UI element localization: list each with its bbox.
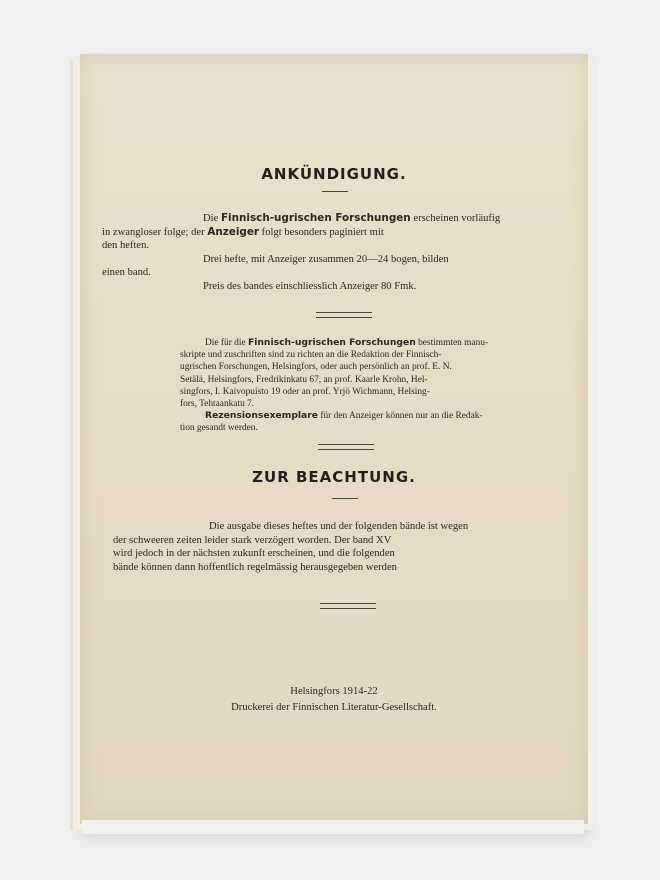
text-fragment: erscheinen vorläufig bbox=[410, 213, 501, 224]
text-line: ugrischen Forschungen, Helsingfors, oder auch persönlich an prof. E. N. bbox=[180, 362, 452, 373]
page-block-bottom bbox=[82, 820, 584, 834]
text-fragment: Die für die bbox=[205, 338, 248, 348]
short-rule bbox=[332, 498, 358, 499]
text-fragment: Die bbox=[203, 213, 221, 224]
text-line: Drei hefte, mit Anzeiger zusammen 20—24 bogen, bilden bbox=[203, 253, 449, 265]
review-copies-label: Rezensionsexemplare bbox=[205, 410, 319, 422]
text-line: einen band. bbox=[102, 267, 151, 279]
text-line: singfors, I. Kaivopuisto 19 oder an prof. Yrjö Wichmann, Helsing- bbox=[180, 386, 430, 397]
text-line: Die ausgabe dieses heftes und der folgenden bände ist wegen bbox=[209, 521, 469, 532]
double-rule bbox=[318, 444, 374, 450]
text-line: Setälä, Helsingfors, Fredrikinkatu 67, an prof. Kaarle Krohn, Hel- bbox=[180, 374, 428, 385]
text-line: fors, Tehtaankatu 7. bbox=[180, 399, 255, 410]
text-line: wird jedoch in der nächsten zukunft erscheinen, und die folgenden bbox=[113, 548, 395, 560]
text-fragment: bestimmten manu- bbox=[415, 338, 489, 348]
notice-heading: ZUR BEACHTUNG. bbox=[252, 468, 416, 486]
price-line: Preis des bandes einschliesslich Anzeiger 80 Fmk. bbox=[203, 280, 417, 292]
text-line: der schweeren zeiten leider stark verzögert worden. Der band XV bbox=[113, 534, 392, 546]
journal-title: Finnisch-ugrischen Forschungen bbox=[247, 337, 416, 348]
text-line: den heften. bbox=[102, 240, 150, 252]
notice-paragraph bbox=[113, 520, 553, 574]
text-fragment: in zwangloser folge; der bbox=[102, 226, 208, 238]
announcement-paragraph bbox=[102, 212, 542, 294]
imprint bbox=[80, 684, 588, 716]
editorial-address-paragraph bbox=[180, 337, 560, 435]
journal-title: Finnisch-ugrischen Forschungen bbox=[220, 212, 411, 224]
back-cover bbox=[80, 54, 588, 824]
text-line: bände können dann hoffentlich regelmässig herausgegeben werden bbox=[113, 561, 397, 573]
text-fragment: für den Anzeiger können nur an die Redak- bbox=[318, 411, 483, 422]
text-fragment: folgt besonders paginiert mit bbox=[259, 226, 384, 238]
anzeiger-title: Anzeiger bbox=[207, 225, 260, 238]
text-line: skripte und zuschriften sind zu richten an die Redaktion der Finnisch- bbox=[180, 350, 442, 361]
text-line: tion gesandt werden. bbox=[180, 423, 258, 434]
imprint-place-year: Helsingfors 1914-22 bbox=[290, 686, 378, 697]
cover-text bbox=[80, 54, 588, 824]
imprint-printer: Druckerei der Finnischen Literatur-Gesellschaft. bbox=[231, 702, 437, 713]
double-rule bbox=[316, 312, 372, 318]
announcement-heading: ANKÜNDIGUNG. bbox=[261, 165, 407, 183]
short-rule bbox=[322, 191, 348, 192]
double-rule bbox=[320, 603, 376, 609]
